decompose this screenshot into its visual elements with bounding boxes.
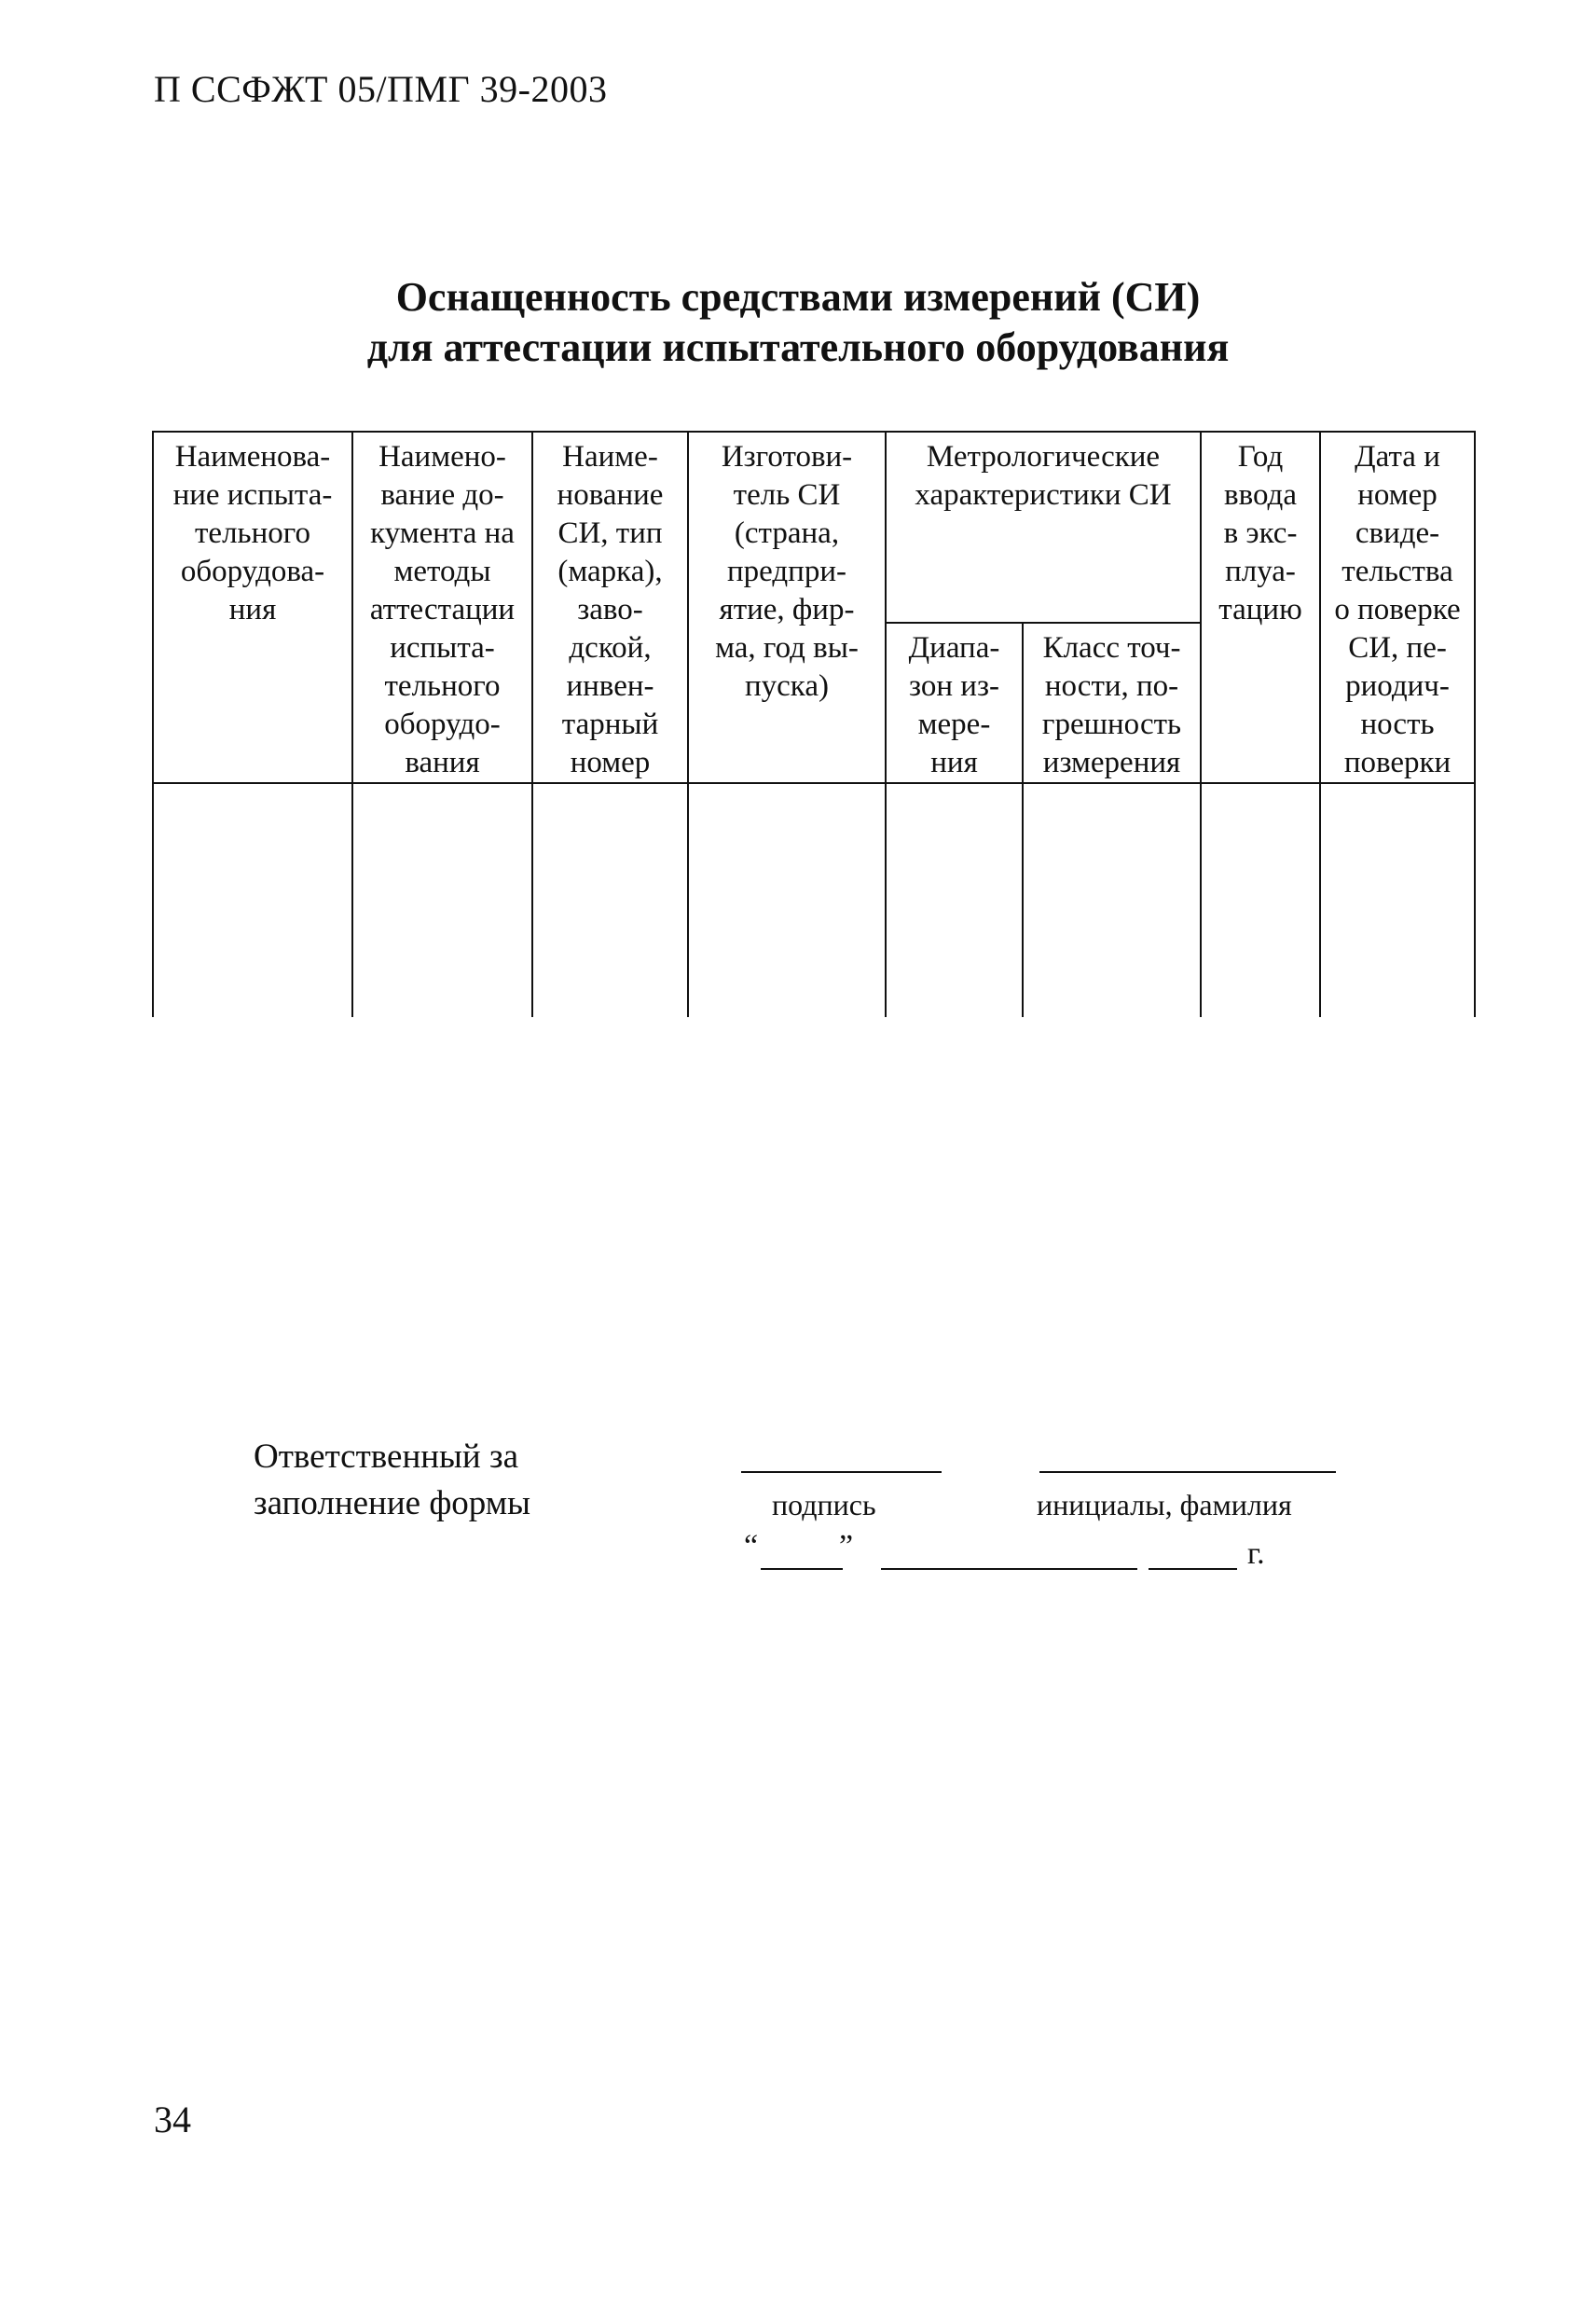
header-equipment-name: Наименова- ние испыта- тельного оборудова- ния [153, 432, 352, 783]
header-accuracy-class: Класс точ- ности, по- грешность измерения [1023, 623, 1201, 783]
header-instrument-name: Наиме- нование СИ, тип (марка), заво- дской, инвен- тарный номер [532, 432, 688, 783]
date-close-quote: ” [839, 1529, 854, 1563]
table-cell [886, 783, 1023, 1017]
document-code: П ССФЖТ 05/ПМГ 39-2003 [154, 68, 608, 110]
table-cell [532, 783, 688, 1017]
date-open-quote: “ [744, 1529, 759, 1563]
date-field [744, 1529, 758, 1564]
title-line-2: для аттестации испытательного оборудования [366, 324, 1230, 370]
table-cell [1320, 783, 1475, 1017]
table-cell [1023, 783, 1201, 1017]
header-metrological-characteristics: Метрологические характеристики СИ [886, 432, 1201, 623]
name-line [1039, 1471, 1336, 1473]
table-cell [688, 783, 886, 1017]
responsible-person-label: Ответственный за заполнение формы [254, 1438, 531, 1522]
header-attestation-document: Наимено- вание до- кумента на методы аттестации испыта- тельного оборудо- вания [352, 432, 532, 783]
table-cell [352, 783, 532, 1017]
date-month-line [881, 1568, 1137, 1570]
header-manufacturer: Изготови- тель СИ (страна, предпри- ятие, фир- ма, год вы- пуска) [688, 432, 886, 783]
title-line-1: Оснащенность средствами измерений (СИ) [395, 274, 1201, 320]
year-suffix: г. [1247, 1536, 1265, 1571]
header-verification-certificate: Дата и номер свиде- тельства о поверке СИ, пе- риодич- ность поверки [1320, 432, 1475, 783]
signature-block [254, 1434, 530, 1527]
date-day-line [761, 1568, 843, 1570]
table-cell [153, 783, 352, 1017]
name-caption: инициалы, фамилия [1037, 1488, 1292, 1521]
page-number: 34 [154, 2099, 191, 2140]
header-measurement-range: Диапа- зон из- мере- ния [886, 623, 1023, 783]
signature-line [741, 1471, 942, 1473]
equipment-measurement-table [152, 431, 1476, 1017]
table-row [153, 783, 1475, 1017]
date-year-line [1149, 1568, 1237, 1570]
signature-caption: подпись [772, 1488, 876, 1521]
page-title [0, 272, 1596, 373]
header-commissioning-year: Год ввода в экс- плуа- тацию [1201, 432, 1320, 783]
table-header-row [153, 432, 1475, 623]
table-cell [1201, 783, 1320, 1017]
